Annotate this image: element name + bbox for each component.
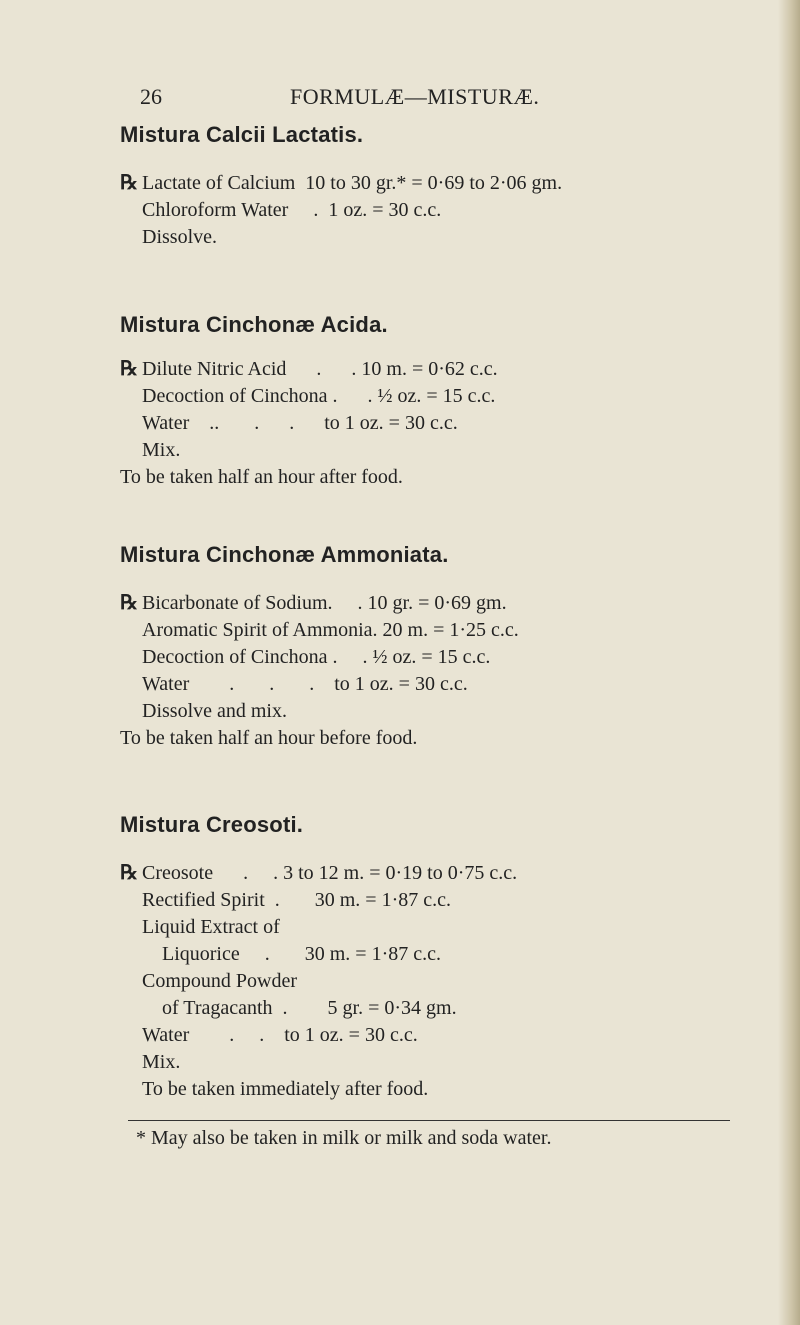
ingredient-row	[120, 887, 740, 914]
ingredient-row	[120, 968, 740, 995]
ingredient-line: Water .. . . to 1 oz. = 30 c.c.	[142, 412, 458, 434]
footnote: * May also be taken in milk or milk and soda water.	[136, 1127, 552, 1149]
ingredient-line: Chloroform Water . 1 oz. = 30 c.c.	[142, 199, 442, 221]
dosage-note: To be taken half an hour after food.	[120, 466, 403, 488]
ingredient-line: of Tragacanth . 5 gr. = 0·34 gm.	[142, 997, 457, 1019]
ingredient-row	[120, 410, 740, 437]
ingredient-line: Aromatic Spirit of Ammonia. 20 m. = 1·25 c.c.	[142, 619, 519, 641]
ingredient-row	[120, 995, 740, 1022]
ingredient-line: Liquid Extract of	[142, 916, 280, 938]
ingredient-row	[120, 860, 740, 887]
ingredient-line: Water . . . to 1 oz. = 30 c.c.	[142, 673, 468, 695]
ingredient-line: Dilute Nitric Acid . . 10 m. = 0·62 c.c.	[142, 358, 498, 380]
ingredient-row	[120, 671, 740, 698]
section-creosoti	[120, 810, 740, 1103]
rx-symbol: ℞	[120, 862, 138, 884]
ingredient-line: Rectified Spirit . 30 m. = 1·87 c.c.	[142, 889, 452, 911]
running-title: FORMULÆ—MISTURÆ.	[290, 84, 540, 109]
page-number: 26	[140, 84, 162, 109]
page-edge-shadow	[778, 0, 800, 1325]
instruction-line: Dissolve and mix.	[142, 700, 287, 722]
section-calcii-lactatis	[120, 120, 740, 251]
rx-symbol: ℞	[120, 172, 138, 194]
rx-symbol: ℞	[120, 358, 138, 380]
instruction-line: Dissolve.	[142, 226, 217, 248]
section-cinchonae-ammoniata	[120, 540, 740, 752]
rx-symbol: ℞	[120, 592, 138, 614]
ingredient-row	[120, 170, 740, 197]
instruction-row	[120, 1049, 740, 1076]
ingredient-row	[120, 1022, 740, 1049]
ingredient-row	[120, 617, 740, 644]
ingredient-row	[120, 914, 740, 941]
ingredient-line: Compound Powder	[142, 970, 297, 992]
dosage-note: To be taken half an hour before food.	[120, 727, 418, 749]
section-title: Mistura Calcii Lactatis.	[120, 122, 364, 147]
ingredient-row	[120, 356, 740, 383]
ingredient-line: Lactate of Calcium 10 to 30 gr.* = 0·69 to 2·06 gm.	[142, 172, 563, 194]
ingredient-line: Bicarbonate of Sodium. . 10 gr. = 0·69 gm.	[142, 592, 507, 614]
ingredient-line: Decoction of Cinchona . . ½ oz. = 15 c.c.	[142, 385, 496, 407]
instruction-row	[120, 698, 740, 725]
instruction-line: Mix.	[142, 439, 181, 461]
ingredient-line: Decoction of Cinchona . . ½ oz. = 15 c.c.	[142, 646, 491, 668]
section-title: Mistura Cinchonæ Ammoniata.	[120, 542, 449, 567]
note-row	[120, 725, 740, 752]
ingredient-line: Water . . to 1 oz. = 30 c.c.	[142, 1024, 418, 1046]
ingredient-row	[120, 644, 740, 671]
instruction-line: Mix.	[142, 1051, 181, 1073]
note-row	[120, 1076, 740, 1103]
ingredient-row	[120, 197, 740, 224]
section-title: Mistura Cinchonæ Acida.	[120, 312, 388, 337]
ingredient-row	[120, 590, 740, 617]
ingredient-line: Creosote . . 3 to 12 m. = 0·19 to 0·75 c.c.	[142, 862, 518, 884]
footnote-divider	[128, 1120, 730, 1121]
ingredient-line: Liquorice . 30 m. = 1·87 c.c.	[142, 943, 441, 965]
instruction-row	[120, 437, 740, 464]
ingredient-row	[120, 941, 740, 968]
section-cinchonae-acida	[120, 310, 740, 491]
dosage-note: To be taken immediately after food.	[142, 1078, 429, 1100]
ingredient-row	[120, 383, 740, 410]
section-title: Mistura Creosoti.	[120, 812, 304, 837]
instruction-row	[120, 224, 740, 251]
note-row	[120, 464, 740, 491]
